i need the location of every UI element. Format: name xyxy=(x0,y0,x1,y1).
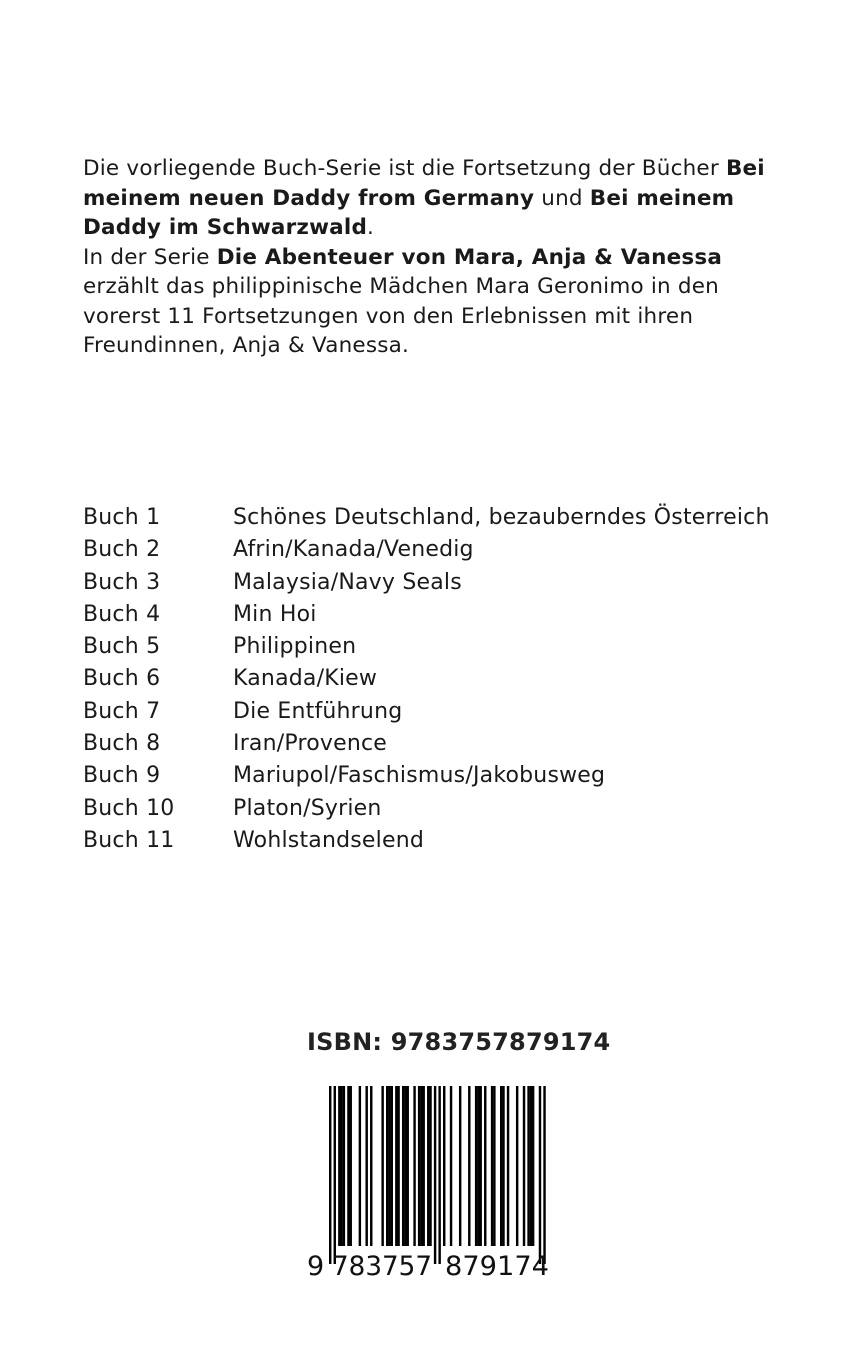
barcode-bar xyxy=(523,1086,525,1246)
book-title: Kanada/Kiew xyxy=(233,666,378,692)
barcode-bar xyxy=(427,1086,429,1246)
barcode-guard-bar xyxy=(329,1086,331,1264)
barcode-bar xyxy=(388,1086,390,1246)
book-title: Philippinen xyxy=(233,634,357,660)
book-row xyxy=(83,793,803,825)
book-title-daddy-schwarzwald: Bei meinem Daddy im Schwarzwald xyxy=(83,185,735,240)
book-number: Buch 11 xyxy=(83,827,175,853)
barcode-bar xyxy=(530,1086,532,1246)
barcode-bar xyxy=(491,1086,493,1246)
barcode-bar xyxy=(516,1086,518,1246)
book-number: Buch 6 xyxy=(83,666,161,692)
book-number: Buch 10 xyxy=(83,795,175,821)
book-number: Buch 8 xyxy=(83,731,161,757)
barcode-bar xyxy=(459,1086,461,1246)
barcode-bar xyxy=(338,1086,340,1246)
barcode-bar xyxy=(395,1086,397,1246)
barcode-bar xyxy=(402,1086,404,1246)
barcode-bar xyxy=(479,1086,481,1246)
barcode-bar xyxy=(468,1086,470,1246)
barcode-bar xyxy=(397,1086,399,1246)
barcode-bar xyxy=(507,1086,509,1246)
book-row xyxy=(83,760,803,792)
book-title-daddy-germany: Bei meinem neuen Daddy from Germany xyxy=(83,156,765,211)
barcode-bar xyxy=(404,1086,406,1246)
barcode-bar xyxy=(413,1086,415,1246)
barcode-bar xyxy=(418,1086,420,1246)
barcode-bar xyxy=(340,1086,342,1246)
barcode-bar xyxy=(493,1086,495,1246)
book-row xyxy=(83,825,803,857)
barcode-digits-left: 783757 xyxy=(332,1251,432,1282)
barcode-bar xyxy=(450,1086,452,1246)
barcode-bar xyxy=(532,1086,534,1246)
barcode-bar xyxy=(429,1086,431,1246)
book-title: Die Entführung xyxy=(233,698,403,724)
barcode-bar xyxy=(365,1086,367,1246)
barcode-bar xyxy=(343,1086,345,1246)
barcode-guard-bar xyxy=(539,1086,541,1264)
barcode-bar xyxy=(386,1086,388,1246)
barcode-guard-bar xyxy=(543,1086,545,1264)
book-title: Malaysia/Navy Seals xyxy=(233,569,462,595)
book-number: Buch 5 xyxy=(83,634,161,660)
book-title: Iran/Provence xyxy=(233,731,388,757)
book-title: Platon/Syrien xyxy=(233,795,382,821)
book-list xyxy=(83,502,803,857)
barcode-bar xyxy=(350,1086,352,1246)
intro-text: und xyxy=(534,185,590,211)
book-row xyxy=(83,728,803,760)
book-title: Min Hoi xyxy=(233,601,317,627)
isbn-barcode xyxy=(305,1082,567,1283)
book-row xyxy=(83,663,803,695)
book-title: Schönes Deutschland, bezauberndes Österreich xyxy=(233,505,770,530)
book-title: Mariupol/Faschismus/Jakobusweg xyxy=(233,763,606,789)
barcode-bar xyxy=(475,1086,477,1246)
barcode-bar xyxy=(484,1086,486,1246)
book-number: Buch 9 xyxy=(83,763,161,789)
series-intro xyxy=(83,154,783,361)
barcode-bar xyxy=(347,1086,349,1246)
book-title: Afrin/Kanada/Venedig xyxy=(233,537,474,563)
barcode-bar xyxy=(502,1086,504,1246)
barcode-bar xyxy=(359,1086,361,1246)
intro-text: . xyxy=(367,215,375,240)
barcode-bar xyxy=(420,1086,422,1246)
intro-text: erzählt das philippinische Mädchen Mara Geronimo in den vorerst 11 Fortsetzungen von den Erlebnissen mit ihren Freundinnen, Anja & Vanessa. xyxy=(83,274,719,358)
book-row xyxy=(83,599,803,631)
intro-text: In der Serie xyxy=(83,244,217,270)
barcode-bar xyxy=(422,1086,424,1246)
book-number: Buch 1 xyxy=(83,505,161,530)
book-number: Buch 4 xyxy=(83,601,161,627)
barcode-bar xyxy=(527,1086,529,1246)
book-number: Buch 7 xyxy=(83,698,161,724)
barcode-bar xyxy=(381,1086,383,1246)
barcode-bar xyxy=(443,1086,445,1246)
intro-text: Die vorliegende Buch-Serie ist die Fortsetzung der Bücher xyxy=(83,156,719,181)
book-row xyxy=(83,696,803,728)
book-title: Wohlstandselend xyxy=(233,827,425,853)
barcode-bar xyxy=(500,1086,502,1246)
barcode-guard-bar xyxy=(438,1086,440,1264)
barcode-bar xyxy=(370,1086,372,1246)
book-row xyxy=(83,502,803,534)
barcode-bar xyxy=(477,1086,479,1246)
barcode-guard-bar xyxy=(334,1086,336,1264)
barcode-guard-bar xyxy=(434,1086,436,1264)
book-row xyxy=(83,567,803,599)
barcode-digits-right: 879174 xyxy=(445,1251,549,1282)
book-number: Buch 3 xyxy=(83,569,161,595)
book-row xyxy=(83,631,803,663)
book-number: Buch 2 xyxy=(83,537,161,563)
barcode-bar xyxy=(407,1086,409,1246)
series-title: Die Abenteuer von Mara, Anja & Vanessa xyxy=(216,244,723,270)
barcode-bar xyxy=(391,1086,393,1246)
isbn-label: ISBN: 9783757879174 xyxy=(307,1028,611,1056)
barcode-digit-first: 9 xyxy=(307,1251,325,1282)
book-row xyxy=(83,534,803,566)
